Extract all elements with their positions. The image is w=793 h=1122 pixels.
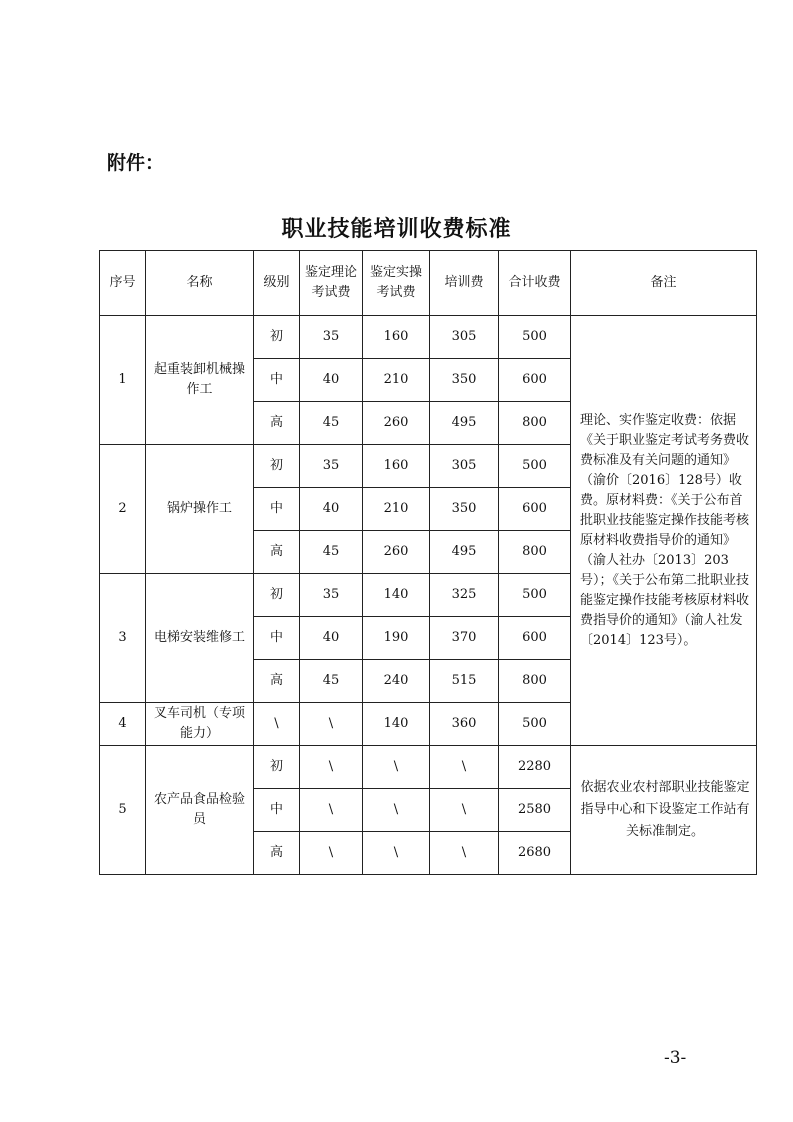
row-theory: 40	[300, 488, 363, 531]
row-level: 初	[254, 445, 300, 488]
table-row	[100, 746, 757, 789]
row-practical: 160	[363, 445, 430, 488]
row-level: 中	[254, 488, 300, 531]
row-practical: 210	[363, 359, 430, 402]
row-seq: 1	[100, 316, 146, 445]
row-theory: \	[300, 832, 363, 875]
row-level: \	[254, 703, 300, 746]
header-training-fee: 培训费	[430, 251, 499, 316]
row-seq: 2	[100, 445, 146, 574]
row-practical: 260	[363, 402, 430, 445]
row-theory: 40	[300, 359, 363, 402]
row-theory: 35	[300, 316, 363, 359]
row-level: 高	[254, 660, 300, 703]
row-practical: 190	[363, 617, 430, 660]
row-practical: 140	[363, 703, 430, 746]
row-theory: \	[300, 703, 363, 746]
row-training: 370	[430, 617, 499, 660]
row-total: 800	[499, 531, 571, 574]
row-training: 305	[430, 316, 499, 359]
row-training: 350	[430, 488, 499, 531]
header-total-fee: 合计收费	[499, 251, 571, 316]
row-level: 中	[254, 789, 300, 832]
row-practical: \	[363, 832, 430, 875]
header-theory-fee: 鉴定理论考试费	[300, 251, 363, 316]
fee-table	[99, 250, 757, 875]
row-total: 600	[499, 488, 571, 531]
row-practical: \	[363, 746, 430, 789]
row-level: 高	[254, 832, 300, 875]
row-name: 电梯安装维修工	[146, 574, 254, 703]
document-title: 职业技能培训收费标准	[281, 216, 512, 242]
row-seq: 4	[100, 703, 146, 746]
row-training: \	[430, 832, 499, 875]
row-level: 初	[254, 316, 300, 359]
row-seq: 3	[100, 574, 146, 703]
row-theory: 35	[300, 445, 363, 488]
remark-cell-1: 理论、实作鉴定收费：依据《关于职业鉴定考试考务费收费标准及有关问题的通知》（渝价〔2016〕128号）收费。原材料费：《关于公布首批职业技能鉴定操作技能考核原材料收费指导价的通知》（渝人社办〔2013〕203号）；《关于公布第二批职业技能鉴定操作技能考核原材料收费指导价的通知》（渝人社发〔2014〕123号）。	[571, 316, 757, 746]
row-level: 中	[254, 617, 300, 660]
row-training: \	[430, 746, 499, 789]
row-level: 高	[254, 531, 300, 574]
header-name: 名称	[146, 251, 254, 316]
row-name: 锅炉操作工	[146, 445, 254, 574]
row-total: 2680	[499, 832, 571, 875]
row-total: 2280	[499, 746, 571, 789]
row-total: 800	[499, 402, 571, 445]
row-theory: 45	[300, 660, 363, 703]
header-seq: 序号	[100, 251, 146, 316]
row-name: 起重装卸机械操作工	[146, 316, 254, 445]
page-number: -3-	[664, 1048, 687, 1068]
attachment-label: 附件：	[107, 152, 165, 174]
table-row	[100, 316, 757, 359]
row-total: 600	[499, 617, 571, 660]
header-level: 级别	[254, 251, 300, 316]
row-total: 500	[499, 316, 571, 359]
row-theory: 45	[300, 531, 363, 574]
row-practical: 160	[363, 316, 430, 359]
row-theory: 40	[300, 617, 363, 660]
header-remark: 备注	[571, 251, 757, 316]
row-name: 叉车司机（专项能力）	[146, 703, 254, 746]
row-practical: 240	[363, 660, 430, 703]
row-practical: 210	[363, 488, 430, 531]
row-practical: 140	[363, 574, 430, 617]
row-training: 305	[430, 445, 499, 488]
row-total: 600	[499, 359, 571, 402]
row-training: 360	[430, 703, 499, 746]
remark-cell-2: 依据农业农村部职业技能鉴定指导中心和下设鉴定工作站有关标准制定。	[571, 746, 757, 875]
table-header-row	[100, 251, 757, 316]
row-training: 325	[430, 574, 499, 617]
row-training: 495	[430, 531, 499, 574]
row-level: 初	[254, 746, 300, 789]
row-total: 800	[499, 660, 571, 703]
row-practical: \	[363, 789, 430, 832]
row-total: 500	[499, 574, 571, 617]
row-name: 农产品食品检验员	[146, 746, 254, 875]
row-total: 500	[499, 703, 571, 746]
row-training: \	[430, 789, 499, 832]
row-theory: 45	[300, 402, 363, 445]
row-level: 高	[254, 402, 300, 445]
row-seq: 5	[100, 746, 146, 875]
row-training: 515	[430, 660, 499, 703]
row-practical: 260	[363, 531, 430, 574]
row-training: 495	[430, 402, 499, 445]
row-total: 2580	[499, 789, 571, 832]
row-theory: \	[300, 746, 363, 789]
row-theory: \	[300, 789, 363, 832]
header-practical-fee: 鉴定实操考试费	[363, 251, 430, 316]
row-level: 中	[254, 359, 300, 402]
row-level: 初	[254, 574, 300, 617]
row-training: 350	[430, 359, 499, 402]
row-theory: 35	[300, 574, 363, 617]
row-total: 500	[499, 445, 571, 488]
